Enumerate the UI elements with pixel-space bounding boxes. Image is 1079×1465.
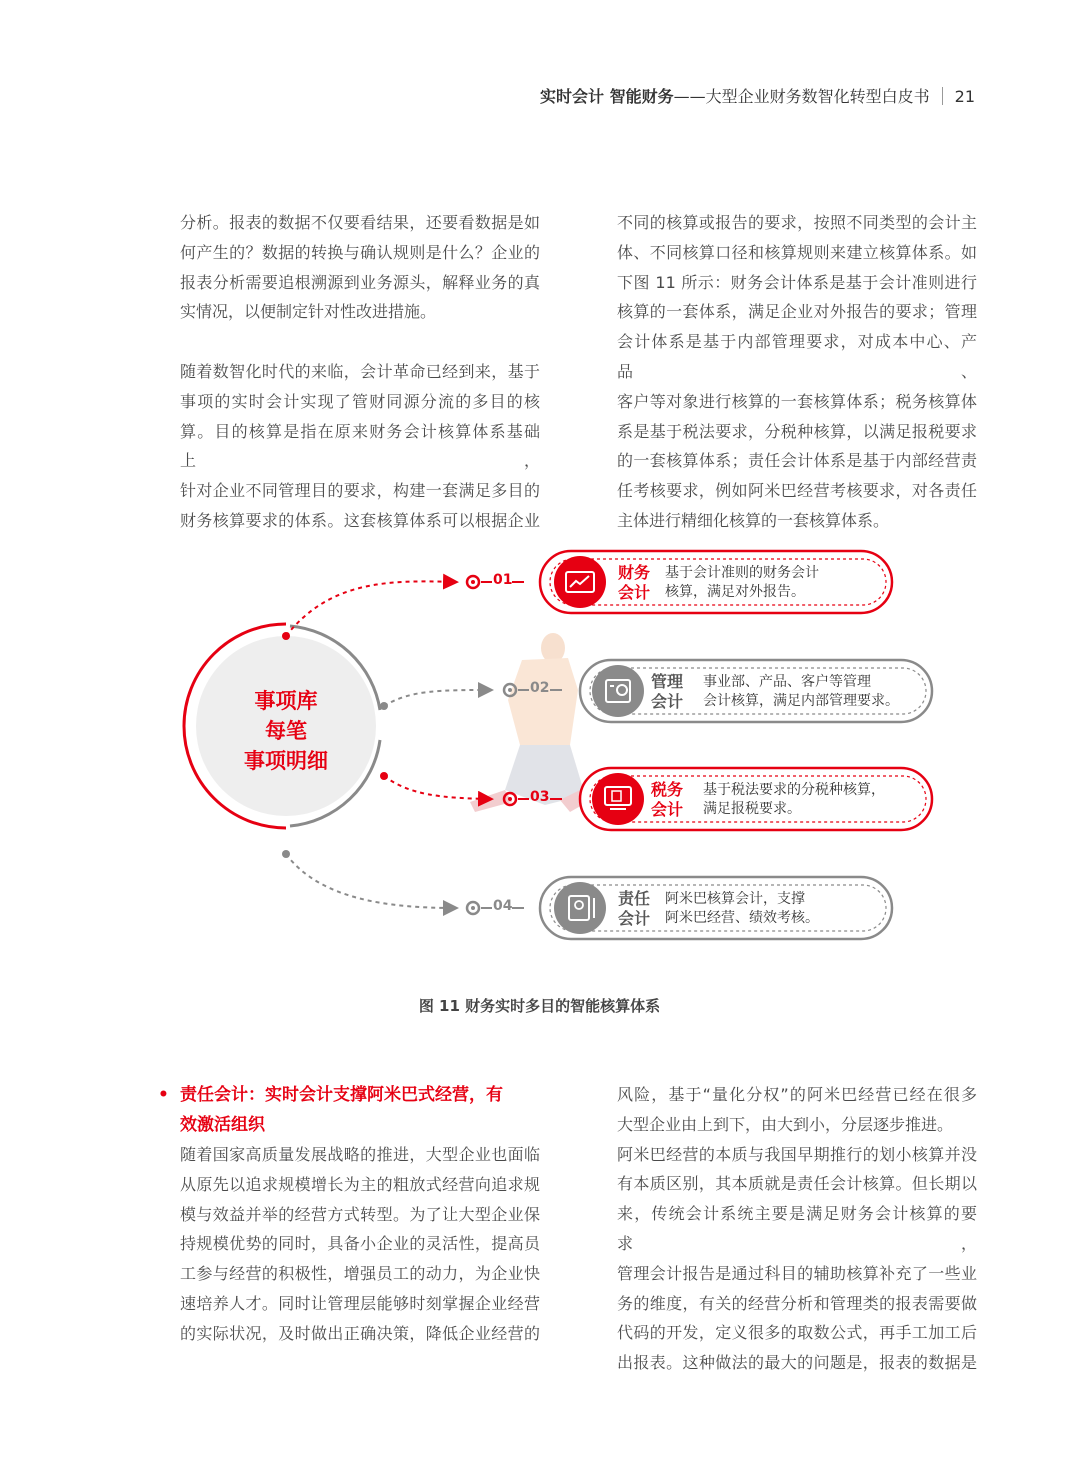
item-number: 03: [530, 789, 550, 805]
card-description-line: 事业部、产品、客户等管理: [703, 674, 871, 690]
person-illustration: [470, 633, 600, 812]
paragraph-line: 管理会计报告是通过科目的辅助核算补充了一些业: [617, 1263, 977, 1283]
bottom-right-column: [617, 1080, 977, 1378]
paragraph-line: 风险，基于“量化分权”的阿米巴经营已经在很多: [617, 1085, 977, 1104]
hub-label: [206, 686, 366, 776]
paragraph-line: 财务核算要求的体系。这套核算体系可以根据企业: [180, 510, 540, 530]
card-description: [665, 890, 915, 928]
paragraph-line: 客户等对象进行核算的一套核算体系；税务核算体: [617, 391, 977, 411]
paragraph-line: 核算的一套体系，满足企业对外报告的要求；管理: [617, 302, 977, 322]
paragraph-line: 大型企业由上到下，由大到小，分层逐步推进。: [617, 1114, 954, 1134]
hub-line: 每笔: [265, 719, 307, 743]
header-separator: [942, 87, 943, 105]
card-description-line: 会计核算，满足内部管理要求。: [703, 693, 899, 709]
diagram-graphics: [0, 540, 1079, 980]
hub-line: 事项明细: [244, 749, 328, 773]
section-heading: [158, 1080, 540, 1140]
paragraph-line: 事项的实时会计实现了管财同源分流的多目的核: [180, 391, 540, 411]
card-description-line: 满足报税要求。: [703, 801, 801, 817]
paragraph-line: 来，传统会计系统主要是满足财务会计核算的要求，: [617, 1204, 977, 1253]
card-title: [618, 889, 658, 929]
figure-caption: 图 11 财务实时多目的智能核算体系: [418, 997, 661, 1015]
paragraph-line: 实情况，以便制定针对性改进措施。: [180, 302, 437, 322]
item-number: 04: [493, 898, 513, 914]
paragraph-line: 持规模优势的同时，具备小企业的灵活性，提高员: [180, 1234, 540, 1254]
item-number: 02: [530, 680, 550, 696]
item-number: 01: [493, 572, 513, 588]
paragraph-line: 阿米巴经营的本质与我国早期推行的划小核算并没: [617, 1144, 977, 1164]
paragraph-line: 何产生的？数据的转换与确认规则是什么？企业的: [180, 242, 540, 262]
card-description: [703, 673, 923, 711]
paragraph-line: 主体进行精细化核算的一套核算体系。: [617, 510, 890, 530]
paragraph-line: 务的维度，有关的经营分析和管理类的报表需要做: [617, 1293, 977, 1313]
card-title-line: 责任: [618, 889, 651, 908]
paragraph-line: 任考核要求，例如阿米巴经营考核要求，对各责任: [617, 481, 977, 501]
card-title-line: 会计: [651, 692, 684, 711]
bullet-icon: •: [158, 1085, 169, 1105]
card-description: [703, 781, 923, 819]
page-number: 21: [954, 87, 975, 106]
paragraph-line: 系是基于税法要求，分税种核算，以满足报税要求: [617, 421, 977, 441]
paragraph-line: 报表分析需要追根溯源到业务源头，解释业务的真: [180, 272, 540, 292]
paragraph-line: 从原先以追求规模增长为主的粗放式经营向追求规: [180, 1174, 540, 1194]
paragraph-line: 代码的开发，定义很多的取数公式，再手工加工后: [617, 1323, 977, 1343]
card-description-line: 核算，满足对外报告。: [665, 584, 805, 600]
paragraph-line: 随着国家高质量发展战略的推进，大型企业也面临: [180, 1145, 540, 1164]
paragraph-line: 下图 11 所示：财务会计体系是基于会计准则进行: [617, 272, 977, 292]
paragraph-line: 出报表。这种做法的最大的问题是，报表的数据是: [617, 1353, 977, 1373]
paragraph-line: 模与效益并举的经营方式转型。为了让大型企业保: [180, 1204, 540, 1224]
paragraph-line: 有本质区别，其本质就是责任会计核算。但长期以: [617, 1174, 977, 1194]
top-right-column: [617, 208, 977, 536]
paragraph-line: 分析。报表的数据不仅要看结果，还要看数据是如: [180, 213, 540, 232]
paragraph-line: 工参与经营的积极性，增强员工的动力，为企业快: [180, 1264, 540, 1284]
card-title: [651, 780, 691, 820]
paragraph-line: 针对企业不同管理目的要求，构建一套满足多目的: [180, 481, 540, 501]
card-title: [651, 672, 691, 712]
section-heading-line: 责任会计：实时会计支撑阿米巴式经营，有: [180, 1085, 503, 1105]
paragraph-line: 速培养人才。同时让管理层能够时刻掌握企业经营: [180, 1293, 540, 1313]
card-description-line: 基于会计准则的财务会计: [665, 565, 819, 581]
header-title-bold: 实时会计 智能财务: [540, 87, 674, 106]
card-title-line: 税务: [651, 780, 684, 799]
header-title-rest: ——大型企业财务数智化转型白皮书: [673, 87, 930, 106]
card-title-line: 会计: [618, 909, 651, 928]
card-description-line: 阿米巴核算会计，支撑: [665, 891, 805, 907]
card-description-line: 基于税法要求的分税种核算，: [703, 782, 885, 798]
paragraph-line: 会计体系是基于内部管理要求，对成本中心、产品、: [617, 332, 977, 381]
card-title: [618, 563, 658, 603]
top-left-column: [180, 208, 540, 536]
accounting-system-diagram: [0, 540, 1079, 980]
running-header: [540, 84, 975, 110]
paragraph-line: 体、不同核算口径和核算规则来建立核算体系。如: [617, 242, 977, 262]
card-title-line: 财务: [618, 563, 651, 582]
paragraph-line: 随着数智化时代的来临，会计革命已经到来，基于: [180, 361, 540, 381]
section-heading-line: 效激活组织: [180, 1115, 265, 1135]
paragraph-line: 不同的核算或报告的要求，按照不同类型的会计主: [617, 213, 977, 232]
card-title-line: 管理: [651, 672, 684, 691]
bottom-left-column: [158, 1080, 540, 1349]
card-description-line: 阿米巴经营、绩效考核。: [665, 910, 819, 926]
card-title-line: 会计: [651, 800, 684, 819]
paragraph-line: 的实际状况，及时做出正确决策，降低企业经营的: [180, 1323, 540, 1343]
card-description: [665, 564, 915, 602]
paragraph-line: 算。目的核算是指在原来财务会计核算体系基础上，: [180, 421, 540, 471]
paragraph-line: 的一套核算体系；责任会计体系是基于内部经营责: [617, 451, 977, 471]
card-title-line: 会计: [618, 583, 651, 602]
hub-line: 事项库: [254, 689, 318, 713]
